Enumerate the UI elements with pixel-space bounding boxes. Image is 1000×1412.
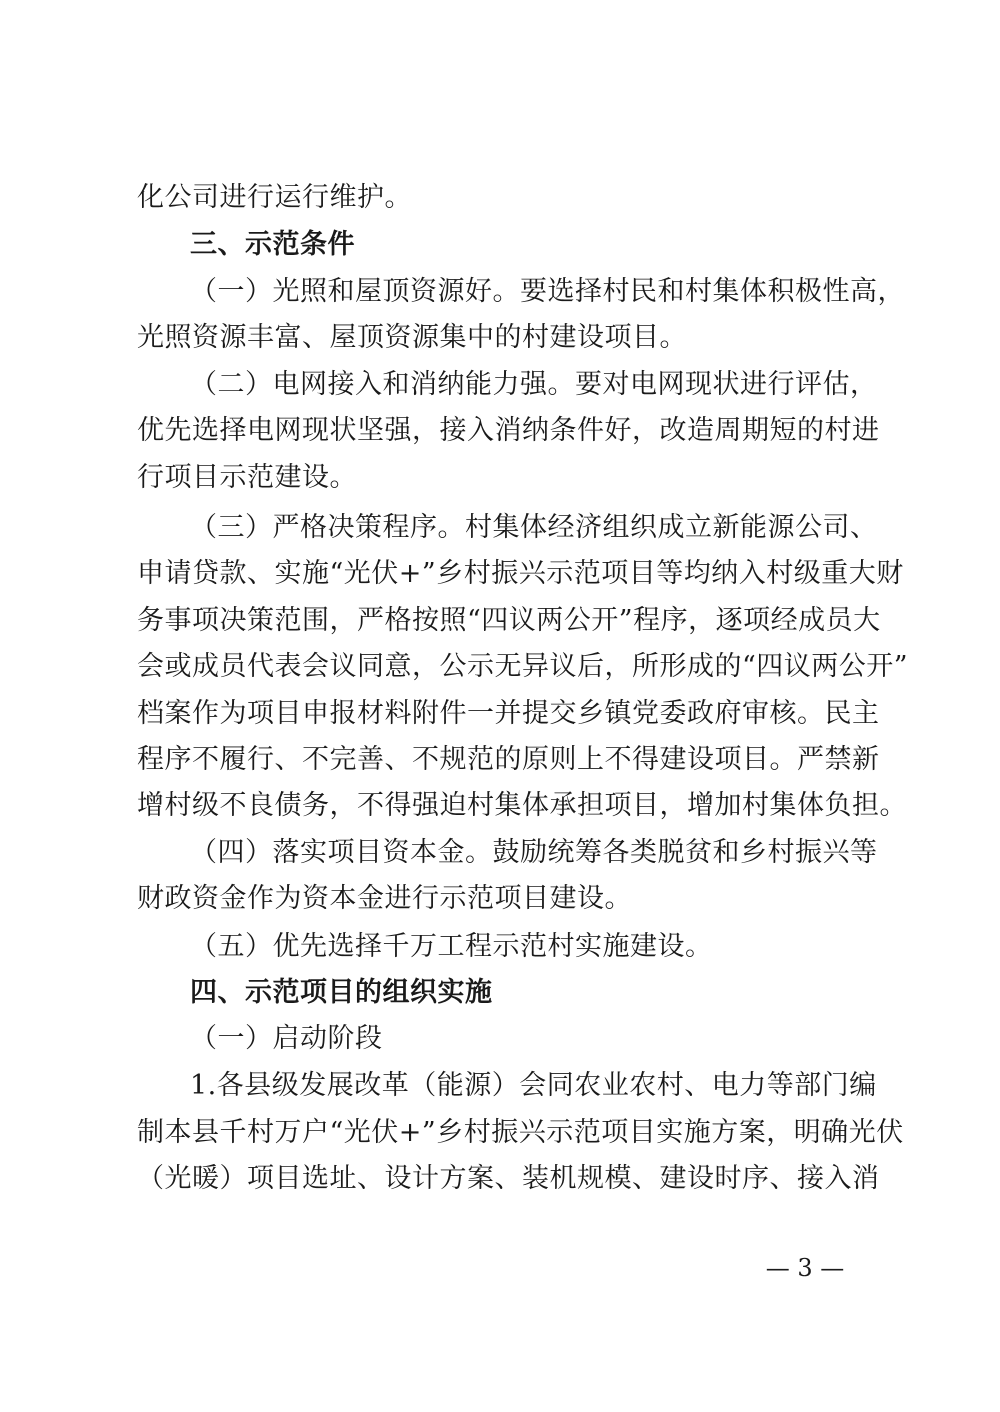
text-line: （三）严格决策程序。村集体经济组织成立新能源公司、 <box>190 512 878 543</box>
text-line: （五）优先选择千万工程示范村实施建设。 <box>190 931 713 962</box>
text-line: 行项目示范建设。 <box>137 462 357 493</box>
text-line: 光照资源丰富、屋顶资源集中的村建设项目。 <box>137 322 687 353</box>
text-line: 1.各县级发展改革（能源）会同农业农村、电力等部门编 <box>190 1070 877 1101</box>
section-heading: 三、示范条件 <box>190 229 355 260</box>
text-line: （光暖）项目选址、设计方案、装机规模、建设时序、接入消 <box>137 1163 880 1194</box>
text-line: 增村级不良债务，不得强迫村集体承担项目，增加村集体负担。 <box>137 790 907 821</box>
text-line: 财政资金作为资本金进行示范项目建设。 <box>137 883 632 914</box>
text-line: （二）电网接入和消纳能力强。要对电网现状进行评估， <box>190 369 878 400</box>
text-line: 申请贷款、实施“光伏+”乡村振兴示范项目等均纳入村级重大财 <box>137 558 904 589</box>
text-line: 程序不履行、不完善、不规范的原则上不得建设项目。严禁新 <box>137 744 880 775</box>
section-heading: 四、示范项目的组织实施 <box>190 977 493 1008</box>
text-line: （一）启动阶段 <box>190 1023 383 1054</box>
page-number: — 3 — <box>765 1254 845 1282</box>
text-line: 制本县千村万户“光伏+”乡村振兴示范项目实施方案，明确光伏 <box>137 1117 904 1148</box>
text-line: 化公司进行运行维护。 <box>137 182 412 213</box>
text-line: （四）落实项目资本金。鼓励统筹各类脱贫和乡村振兴等 <box>190 837 878 868</box>
text-line: 优先选择电网现状坚强，接入消纳条件好，改造周期短的村进 <box>137 415 880 446</box>
text-line: 务事项决策范围，严格按照“四议两公开”程序，逐项经成员大 <box>137 605 881 636</box>
text-line: （一）光照和屋顶资源好。要选择村民和村集体积极性高， <box>190 276 905 307</box>
text-line: 会或成员代表会议同意，公示无异议后，所形成的“四议两公开” <box>137 651 909 682</box>
text-line: 档案作为项目申报材料附件一并提交乡镇党委政府审核。民主 <box>137 698 880 729</box>
